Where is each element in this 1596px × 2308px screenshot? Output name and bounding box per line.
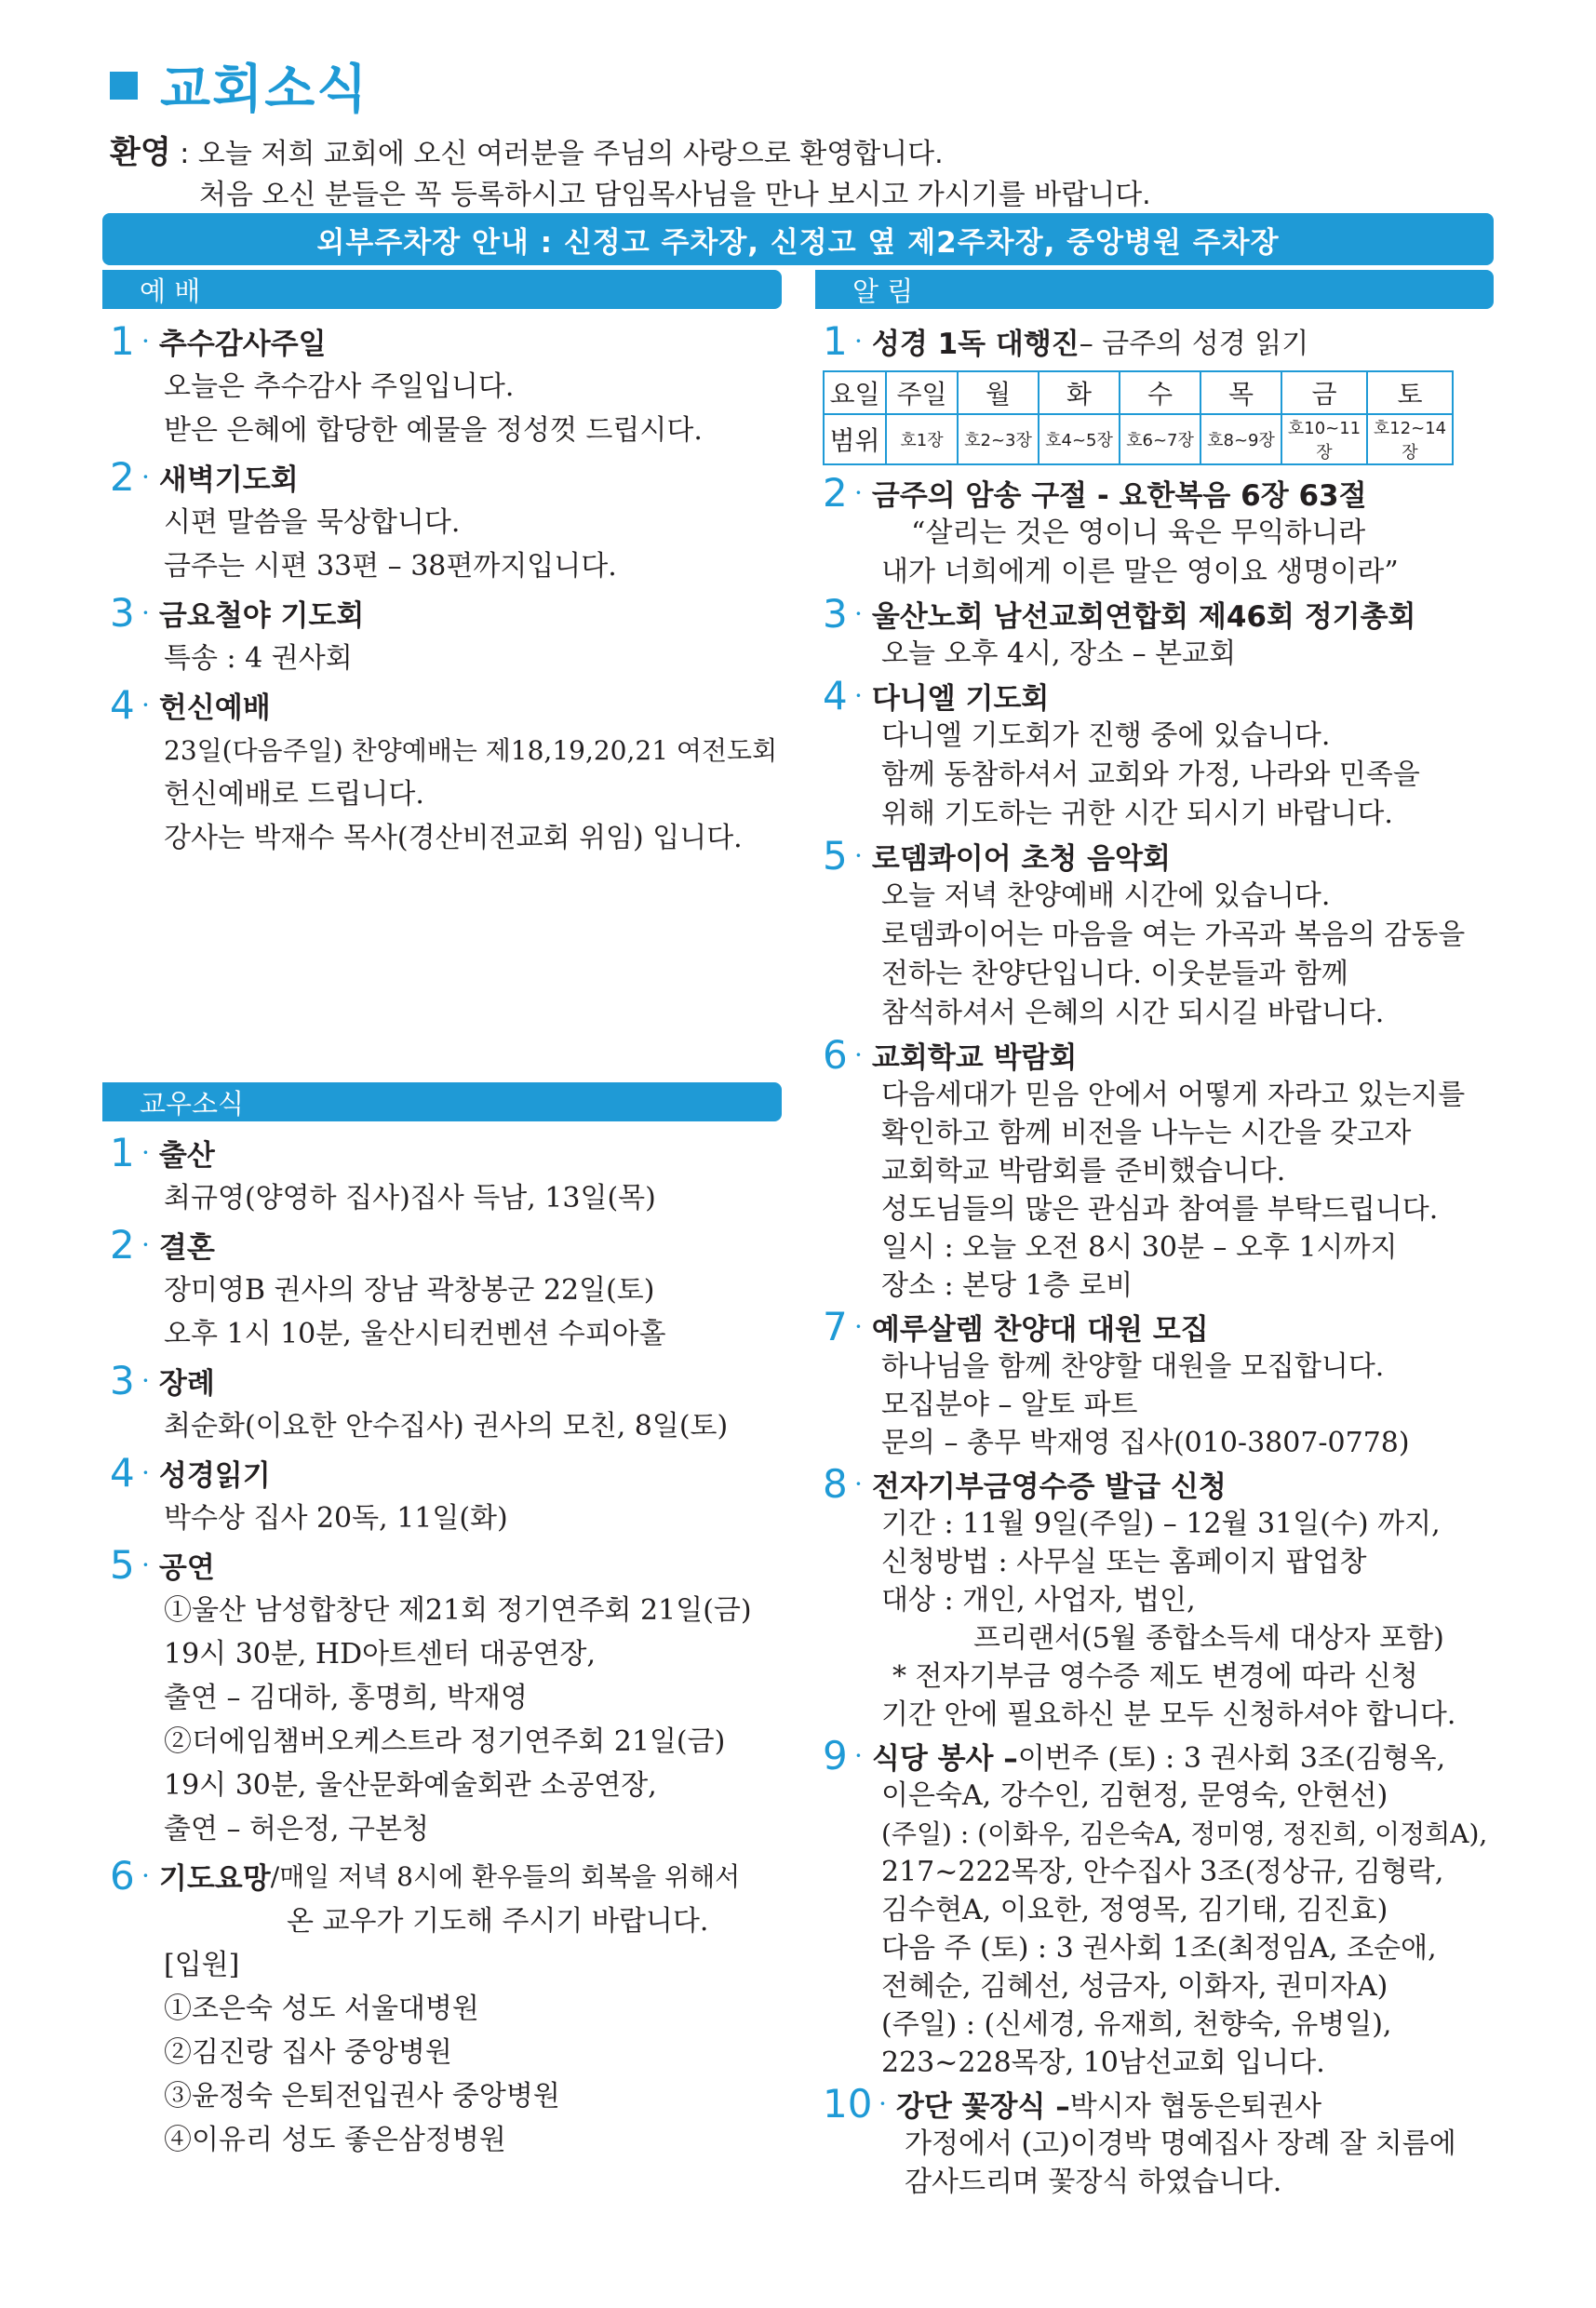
item-line: ①울산 남성합창단 제21회 정기연주회 21일(금) bbox=[164, 1594, 752, 1627]
item-line: 시편 말씀을 묵상합니다. bbox=[164, 506, 461, 539]
item-number: 6 bbox=[823, 1031, 848, 1078]
item-title: 결혼 bbox=[158, 1230, 215, 1265]
item-title: 전자기부금영수증 발급 신청 bbox=[871, 1469, 1227, 1504]
members-item-1: 1 · 출산 최규영(양영하 집사)집사 득남, 13일(목) bbox=[110, 1128, 789, 1220]
notice-item-9: 9 · 식당 봉사 – 이번주 (토) : 3 권사회 3조(김형옥, 이은숙A, 강수인, 김현정, 문영숙, 안현선) (주일) : (이화우, 김은숙A, 정미영, 정진희, 이정희A), 217~222목장, 안수집사 3조(정상규, 김형락, 김수현A, 이요한, 정영목, 김기태, 김진효) 다음 주 (토) : 3 권사회 1조(최정임A, 조순애, 전혜순, 김혜선, 성금자, 이화자, 권미자A) (주일) : (신세경, 유재희, 천향숙, 유병일), 223~228목장, 10남선교회 입니다. bbox=[823, 1734, 1502, 2082]
item-line: ①조은숙 성도 서울대병원 bbox=[164, 1993, 479, 2025]
item-title: 공연 bbox=[158, 1550, 215, 1585]
item-number: 6 bbox=[110, 1852, 135, 1899]
item-title: 예루살렘 찬양대 대원 모집 bbox=[871, 1312, 1209, 1347]
item-line: 기간 : 11월 9일(주일) – 12월 31일(수) 까지, bbox=[881, 1508, 1441, 1540]
item-line: 내가 너희에게 이른 말은 영이요 생명이라” bbox=[881, 556, 1399, 588]
item-line: 다음 주 (토) : 3 권사회 1조(최정임A, 조순애, bbox=[881, 1932, 1437, 1965]
item-line: 전혜순, 김혜선, 성금자, 이화자, 권미자A) bbox=[881, 1970, 1388, 2003]
item-line: 위해 기도하는 귀한 시간 되시기 바랍니다. bbox=[881, 798, 1393, 830]
item-line: 로뎀콰이어는 마음을 여는 가곡과 복음의 감동을 bbox=[881, 919, 1466, 951]
item-subtitle: /매일 저녁 8시에 환우들의 회복을 위해서 bbox=[270, 1861, 741, 1892]
item-line: [입원] bbox=[164, 1949, 240, 1981]
worship-section bbox=[110, 316, 789, 860]
notice-item-10: 10 · 강단 꽃장식 – 박시자 협동은퇴권사 가정에서 (고)이경박 명예집사 장례 잘 치름에 감사드리며 꽃장식 하였습니다. bbox=[823, 2082, 1502, 2201]
item-title: 추수감사주일 bbox=[158, 327, 327, 361]
item-number: 2 bbox=[823, 469, 848, 516]
item-line: ②김진랑 집사 중앙병원 bbox=[164, 2036, 452, 2069]
item-line: ②더에임챔버오케스트라 정기연주회 21일(금) bbox=[164, 1725, 726, 1758]
item-title: 강단 꽃장식 – bbox=[895, 2089, 1070, 2124]
item-title: 장례 bbox=[158, 1366, 215, 1401]
item-line: 받은 은혜에 합당한 예물을 정성껏 드립시다. bbox=[164, 414, 703, 447]
reading-table bbox=[823, 370, 1454, 465]
item-title: 성경읽기 bbox=[158, 1458, 271, 1493]
item-line: 금주는 시편 33편 – 38편까지입니다. bbox=[164, 550, 617, 583]
item-title: 금주의 암송 구절 - 요한복음 6장 63절 bbox=[871, 478, 1367, 513]
item-line: 김수현A, 이요한, 정영목, 김기태, 김진효) bbox=[881, 1894, 1388, 1926]
item-title: 다니엘 기도회 bbox=[871, 681, 1050, 716]
item-number: 1 bbox=[110, 317, 135, 364]
item-number: 5 bbox=[110, 1541, 135, 1588]
welcome-line2: 처음 오신 분들은 꼭 등록하시고 담임목사님을 만나 보시고 가시기를 바랍니다. bbox=[199, 179, 1151, 211]
page-title bbox=[110, 48, 369, 123]
item-line: ③윤정숙 은퇴전입권사 중앙병원 bbox=[164, 2080, 560, 2113]
item-title: 출산 bbox=[158, 1138, 215, 1173]
members-item-3: 3 · 장례 최순화(이요한 안수집사) 권사의 모친, 8일(토) bbox=[110, 1356, 789, 1448]
item-line: 일시 : 오늘 오전 8시 30분 – 오후 1시까지 bbox=[881, 1231, 1398, 1264]
item-title: 로뎀콰이어 초청 음악회 bbox=[871, 841, 1171, 876]
table-cell: 목 bbox=[1200, 371, 1281, 414]
worship-header: 예 배 bbox=[102, 270, 782, 309]
item-line: 확인하고 함께 비전을 나누는 시간을 갖고자 bbox=[881, 1117, 1412, 1149]
table-cell: 호12~14장 bbox=[1367, 414, 1453, 464]
notices-section bbox=[823, 316, 1502, 2201]
welcome-label: 환영 bbox=[110, 134, 171, 171]
item-line: 신청방법 : 사무실 또는 홈페이지 팝업창 bbox=[881, 1546, 1367, 1578]
item-line: 오늘 저녁 찬양예배 시간에 있습니다. bbox=[881, 879, 1331, 912]
item-line: 하나님을 함께 찬양할 대원을 모집합니다. bbox=[881, 1350, 1385, 1383]
notices-header: 알 림 bbox=[815, 270, 1494, 309]
item-line: 19시 30분, HD아트센터 대공연장, bbox=[164, 1638, 597, 1671]
item-line: 217~222목장, 안수집사 3조(정상규, 김형락, bbox=[881, 1856, 1444, 1888]
table-cell: 요일 bbox=[824, 371, 886, 414]
item-number: 1 bbox=[823, 317, 848, 364]
item-line: (주일) : (신세경, 유재희, 천향숙, 유병일), bbox=[881, 2008, 1392, 2041]
item-title: 금요철야 기도회 bbox=[158, 598, 365, 633]
item-line: 출연 – 김대하, 홍명희, 박재영 bbox=[164, 1682, 528, 1714]
item-title: 기도요망 bbox=[158, 1861, 271, 1896]
item-line: “살리는 것은 영이니 육은 무익하니라 bbox=[911, 517, 1366, 549]
notice-item-2: 2 · 금주의 암송 구절 - 요한복음 6장 63절 “살리는 것은 영이니 육은 무익하니라 내가 너희에게 이른 말은 영이요 생명이라” bbox=[823, 471, 1502, 592]
item-number: 3 bbox=[110, 589, 135, 636]
item-line: 헌신예배로 드립니다. bbox=[164, 778, 424, 811]
item-number: 9 bbox=[823, 1732, 848, 1778]
worship-item-2: 2 · 새벽기도회 시편 말씀을 묵상합니다. 금주는 시편 33편 – 38편까지입니다. bbox=[110, 452, 789, 588]
item-number: 2 bbox=[110, 453, 135, 500]
table-cell: 호4~5장 bbox=[1039, 414, 1120, 464]
members-section bbox=[110, 1128, 789, 2162]
notice-item-1: 1 · 성경 1독 대행진 – 금주의 성경 읽기 요일 주일 월 화 수 목 금 토 범위 호1장 호2~3장 호4~5장 호6~7장 호8~9장 호10~11장 호12~14장 bbox=[823, 316, 1502, 465]
item-number: 4 bbox=[110, 1449, 135, 1496]
item-line: 장소 : 본당 1층 로비 bbox=[881, 1269, 1133, 1302]
item-line: 23일(다음주일) 찬양예배는 제18,19,20,21 여전도회 bbox=[164, 735, 778, 766]
item-title: 교회학교 박람회 bbox=[871, 1040, 1078, 1075]
item-number: 2 bbox=[110, 1221, 135, 1268]
item-number: 4 bbox=[823, 672, 848, 718]
notice-item-3: 3 · 울산노회 남선교회연합회 제46회 정기총회 오늘 오후 4시, 장소 – 본교회 bbox=[823, 592, 1502, 674]
item-line: 최순화(이요한 안수집사) 권사의 모친, 8일(토) bbox=[164, 1410, 729, 1442]
item-line: 온 교우가 기도해 주시기 바랍니다. bbox=[287, 1905, 709, 1938]
square-bullet-icon bbox=[110, 72, 138, 100]
item-line: 모집분야 – 알토 파트 bbox=[881, 1389, 1138, 1421]
item-line: 박수상 집사 20독, 11일(화) bbox=[164, 1502, 508, 1535]
item-line: 강사는 박재수 목사(경산비전교회 위임) 입니다. bbox=[164, 822, 743, 854]
item-line: 감사드리며 꽃장식 하였습니다. bbox=[905, 2166, 1282, 2198]
item-line: 오늘은 추수감사 주일입니다. bbox=[164, 370, 515, 403]
item-line: 다니엘 기도회가 진행 중에 있습니다. bbox=[881, 719, 1331, 752]
table-cell: 수 bbox=[1120, 371, 1200, 414]
item-line: 최규영(양영하 집사)집사 득남, 13일(목) bbox=[164, 1182, 656, 1214]
table-cell: 금 bbox=[1281, 371, 1367, 414]
item-line: ④이유리 성도 좋은삼정병원 bbox=[164, 2124, 506, 2156]
item-number: 7 bbox=[823, 1303, 848, 1349]
item-number: 10 bbox=[823, 2080, 873, 2127]
item-line: 가정에서 (고)이경박 명예집사 장례 잘 치름에 bbox=[905, 2127, 1456, 2160]
item-line: 기간 안에 필요하신 분 모두 신청하셔야 합니다. bbox=[881, 1698, 1456, 1731]
item-line: 장미영B 권사의 장남 곽창봉군 22일(토) bbox=[164, 1274, 655, 1307]
notice-item-6: 6 · 교회학교 박람회 다음세대가 믿음 안에서 어떻게 자라고 있는지를 확인하고 함께 비전을 나누는 시간을 갖고자 교회학교 박람회를 준비했습니다. 성도님들의 많은 관심과 참여를 부탁드립니다. 일시 : 오늘 오전 8시 30분 – 오후 1시까지 장소 : 본당 1층 로비 bbox=[823, 1033, 1502, 1305]
item-number: 1 bbox=[110, 1129, 135, 1175]
item-number: 3 bbox=[823, 590, 848, 637]
table-cell: 호1장 bbox=[886, 414, 958, 464]
item-line: 출연 – 허은정, 구본청 bbox=[164, 1813, 429, 1845]
worship-item-3: 3 · 금요철야 기도회 특송 : 4 권사회 bbox=[110, 588, 789, 680]
members-item-5: 5 · 공연 ①울산 남성합창단 제21회 정기연주회 21일(금) 19시 30분, HD아트센터 대공연장, 출연 – 김대하, 홍명희, 박재영 ②더에임챔버오케스트라 정기연주회 21일(금) 19시 30분, 울산문화예술회관 소공연장, 출연 – 허은정, 구본청 bbox=[110, 1540, 789, 1851]
item-title: 식당 봉사 – bbox=[871, 1741, 1018, 1776]
welcome-line1: : 오늘 저희 교회에 오신 여러분을 주님의 사랑으로 환영합니다. bbox=[170, 138, 944, 170]
table-cell: 범위 bbox=[824, 414, 886, 464]
reading-table-day-row bbox=[824, 371, 1453, 414]
members-item-4: 4 · 성경읽기 박수상 집사 20독, 11일(화) bbox=[110, 1448, 789, 1540]
table-cell: 월 bbox=[958, 371, 1039, 414]
reading-table-range-row bbox=[824, 414, 1453, 464]
item-line: (주일) : (이화우, 김은숙A, 정미영, 정진희, 이정희A), bbox=[881, 1818, 1488, 1849]
table-cell: 토 bbox=[1367, 371, 1453, 414]
item-number: 3 bbox=[110, 1357, 135, 1403]
item-title: 성경 1독 대행진 bbox=[871, 327, 1080, 361]
item-line: 223~228목장, 10남선교회 입니다. bbox=[881, 2046, 1325, 2079]
item-line: 특송 : 4 권사회 bbox=[164, 642, 353, 675]
members-item-6: 6 · 기도요망 /매일 저녁 8시에 환우들의 회복을 위해서 온 교우가 기도해 주시기 바랍니다. [입원] ①조은숙 성도 서울대병원 ②김진랑 집사 중앙병원 ③윤정숙 은퇴전입권사 중앙병원 ④이유리 성도 좋은삼정병원 bbox=[110, 1851, 789, 2162]
item-line: 교회학교 박람회를 준비했습니다. bbox=[881, 1155, 1286, 1188]
item-line: 19시 30분, 울산문화예술회관 소공연장, bbox=[164, 1769, 657, 1802]
item-line: 문의 – 총무 박재영 집사(010-3807-0778) bbox=[881, 1427, 1410, 1459]
item-subtitle: – 금주의 성경 읽기 bbox=[1079, 328, 1309, 360]
item-number: 5 bbox=[823, 832, 848, 879]
item-line: 대상 : 개인, 사업자, 법인, bbox=[881, 1584, 1196, 1617]
item-line: * 전자기부금 영수증 제도 변경에 따라 신청 bbox=[892, 1660, 1418, 1693]
item-title: 새벽기도회 bbox=[158, 463, 299, 497]
table-cell: 호6~7장 bbox=[1120, 414, 1200, 464]
item-line: 오후 1시 10분, 울산시티컨벤션 수피아홀 bbox=[164, 1318, 666, 1350]
notice-item-8: 8 · 전자기부금영수증 발급 신청 기간 : 11월 9일(주일) – 12월 31일(수) 까지, 신청방법 : 사무실 또는 홈페이지 팝업창 대상 : 개인, 사업자, 법인, 프리랜서(5월 종합소득세 대상자 포함) * 전자기부금 영수증 제도 변경에 따라 신청 기간 안에 필요하신 분 모두 신청하셔야 합니다. bbox=[823, 1462, 1502, 1734]
item-subtitle: 박시자 협동은퇴권사 bbox=[1069, 2090, 1322, 2123]
item-line: 함께 동참하셔서 교회와 가정, 나라와 민족을 bbox=[881, 758, 1420, 791]
notice-item-5: 5 · 로뎀콰이어 초청 음악회 오늘 저녁 찬양예배 시간에 있습니다. 로뎀콰이어는 마음을 여는 가곡과 복음의 감동을 전하는 찬양단입니다. 이웃분들과 함께 참석하셔서 은혜의 시간 되시길 바랍니다. bbox=[823, 834, 1502, 1033]
item-line: 참석하셔서 은혜의 시간 되시길 바랍니다. bbox=[881, 997, 1385, 1029]
item-line: 전하는 찬양단입니다. 이웃분들과 함께 bbox=[881, 958, 1348, 990]
item-line: 성도님들의 많은 관심과 참여를 부탁드립니다. bbox=[881, 1193, 1439, 1226]
notice-item-4: 4 · 다니엘 기도회 다니엘 기도회가 진행 중에 있습니다. 함께 동참하셔서 교회와 가정, 나라와 민족을 위해 기도하는 귀한 시간 되시기 바랍니다. bbox=[823, 674, 1502, 834]
item-line: 오늘 오후 4시, 장소 – 본교회 bbox=[881, 637, 1237, 670]
item-number: 8 bbox=[823, 1460, 848, 1507]
item-subtitle: 이번주 (토) : 3 권사회 3조(김형옥, bbox=[1017, 1742, 1446, 1775]
parking-banner: 외부주차장 안내 : 신정고 주차장, 신정고 옆 제2주차장, 중앙병원 주차장 bbox=[102, 213, 1494, 265]
item-line: 프리랜서(5월 종합소득세 대상자 포함) bbox=[973, 1622, 1444, 1655]
item-number: 4 bbox=[110, 681, 135, 728]
members-item-2: 2 · 결혼 장미영B 권사의 장남 곽창봉군 22일(토) 오후 1시 10분, 울산시티컨벤션 수피아홀 bbox=[110, 1220, 789, 1356]
table-cell: 화 bbox=[1039, 371, 1120, 414]
members-header: 교우소식 bbox=[102, 1082, 782, 1121]
worship-item-4: 4 · 헌신예배 23일(다음주일) 찬양예배는 제18,19,20,21 여전도회 헌신예배로 드립니다. 강사는 박재수 목사(경산비전교회 위임) 입니다. bbox=[110, 680, 789, 860]
item-title: 울산노회 남선교회연합회 제46회 정기총회 bbox=[871, 599, 1416, 634]
table-cell: 호2~3장 bbox=[958, 414, 1039, 464]
page-title-text: 교회소식 bbox=[160, 60, 369, 120]
table-cell: 주일 bbox=[886, 371, 958, 414]
table-cell: 호8~9장 bbox=[1200, 414, 1281, 464]
worship-item-1: 1 · 추수감사주일 오늘은 추수감사 주일입니다. 받은 은혜에 합당한 예물을 정성껏 드립시다. bbox=[110, 316, 789, 452]
notice-item-7: 7 · 예루살렘 찬양대 대원 모집 하나님을 함께 찬양할 대원을 모집합니다. 모집분야 – 알토 파트 문의 – 총무 박재영 집사(010-3807-0778) bbox=[823, 1305, 1502, 1462]
item-line: 다음세대가 믿음 안에서 어떻게 자라고 있는지를 bbox=[881, 1079, 1466, 1111]
welcome-block bbox=[110, 132, 1151, 216]
item-line: 이은숙A, 강수인, 김현정, 문영숙, 안현선) bbox=[881, 1779, 1388, 1812]
item-title: 헌신예배 bbox=[158, 691, 271, 725]
table-cell: 호10~11장 bbox=[1281, 414, 1367, 464]
